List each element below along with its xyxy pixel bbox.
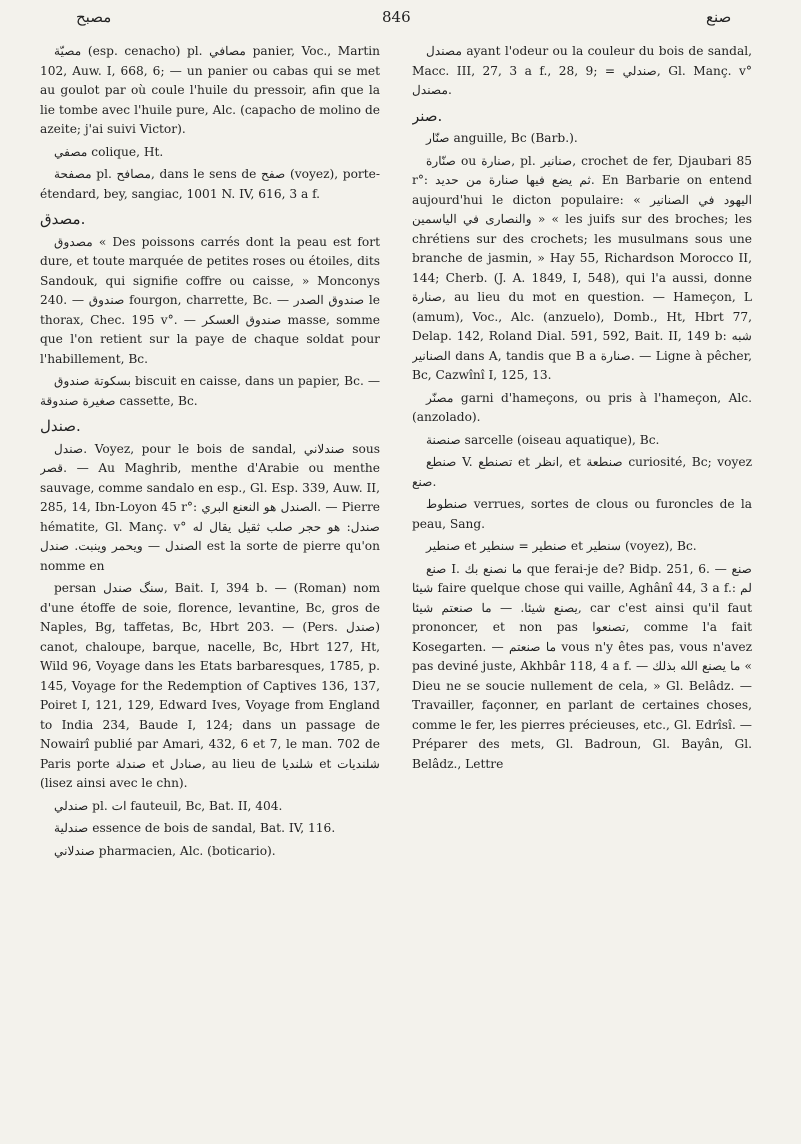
entry-paragraph: مصندل ayant l'odeur ou la couleur du bois de sandal, Macc. III, 27, 3 a f., 28, 9; = صندلي, Gl. Manç. v° مصندل.: [412, 44, 752, 97]
entry-paragraph: صنّار anguille, Bc (Barb.).: [426, 131, 578, 145]
right-column: [412, 42, 752, 1132]
entry-paragraph: صندل. Voyez, pour le bois de sandal, صندلاني sous قصر. — Au Maghrib, menthe d'Arabie ou menthe sauvage, comme sandalo en esp., Gl. Esp. 339, Auw. II, 285, 14, Ibn-Loyon 45 r°: الصندل هو النعنع البري. — Pierre hématite, Gl. Manç. v° صندل: هو حجر صلب ثقيل يقال له الصندل — ويحمر وينبت. صندل est la sorte de pierre qu'on nomme en: [40, 441, 380, 573]
entry-paragraph: مصدوق « Des poissons carrés dont la peau est fort dure, et toute marquée de petites roses ou étoiles, dits Sandouk, qui signifie coffre ou caisse, » Monconys 240. — صندوق fourgon, charrette, Bc. — صندوق الصدر le thorax, Chec. 195 v°. — صندوق العسكر masse, somme que l'on retient sur la paye de chaque soldat pour l'habillement, Bc.: [40, 234, 380, 366]
header-left-word: مصبح: [76, 8, 112, 26]
page-number: 846: [382, 8, 411, 26]
entry-paragraph: مصفحة pl. مصافح, dans le sens de صفح (voyez), porte-étendard, bey, sangiac, 1001 N. IV, 616, 3 a f.: [40, 167, 380, 201]
header-right-word: صنع: [706, 8, 732, 26]
entry-paragraph: مصيّة (esp. cenacho) pl. مصافي panier, Voc., Martin 102, Auw. I, 668, 6; — un panier ou cabas qui se met au goulot par où coule l'huile du pressoir, afin que la lie tombe avec l'huile pure, Alc. (capacho de molino de azeite; j'ai suivi Victor).: [40, 44, 380, 136]
entry-paragraph: صنع I. ما نصنع بك que ferai-je de? Bidp. 251, 6. — صنع شيئا faire quelque chose qui vaille, Aghânî 44, 3 a f.: لم يصنع شيئا. — ما صنعتم شيئا, car c'est ainsi qu'il faut prononcer, et non pas تصنعوا, comme l'a fait Kosegarten. — ما صنعتم vous n'y êtes pas, vous n'avez pas deviné juste, Akhbâr 118, 4 a f. — ما يصنع الله بذلك « Dieu ne se soucie nullement de cela, » Gl. Belâdz. — Travailler, façonner, en parlant de certaines choses, comme le fer, les pierres précieuses, etc., Gl. Edrîsî. — Préparer des mets, Gl. Badroun, Gl. Bayân, Gl. Belâdz., Lettre: [412, 561, 752, 771]
entry-paragraph: مصفي colique, Ht.: [54, 144, 164, 159]
entry-paragraph: صنطع V. تصنطع et انظر, et صنطعة curiosité, Bc; voyez صنع.: [412, 455, 752, 489]
root-headword: صنر.: [412, 106, 443, 125]
entry-paragraph: صنّارة ou صنارة, pl. صنانير, crochet de fer, Djaubari 85 r°: ثم يضع فيها صنارة من حديد. En Barbarie on entend aujourd'hui le dicton populaire: « اليهود في الصنانير والنصارى في الياسمين » « les juifs sur des broches; les chrétiens sur des crochets; les musulmans sous une branche de jasmin, » Hay 55, Richardson Morocco II, 144; Cherb. (J. A. 1849, I, 548), qui l'a aussi, donne صنارة, au lieu du mot en question. — Hameçon, L (amum), Voc., Alc. (anzuelo), Domb., Ht, Hbrt 77, Delap. 142, Roland Dial. 591, 592, Bait. II, 149 b: شبه الصنانير dans A, tandis que B a صنارة. — Ligne à pêcher, Bc, Cazwînî I, 125, 13.: [412, 153, 752, 382]
entry-paragraph: صنطير et صنطير = سنطير et سنطير (voyez), Bc.: [426, 539, 697, 553]
entry-paragraph: صنطوط verrues, sortes de clous ou furoncles de la peau, Sang.: [412, 497, 752, 531]
entry-paragraph: صندلية essence de bois de sandal, Bat. IV, 116.: [54, 821, 336, 835]
entry-paragraph: صندلاني pharmacien, Alc. (boticario).: [54, 843, 276, 858]
left-column: [40, 42, 380, 1132]
root-headword: مصدق.: [40, 210, 86, 228]
entry-paragraph: صندلي pl. ات fauteuil, Bc, Bat. II, 404.: [54, 798, 283, 813]
entry-paragraph: مصنّر garni d'hameçons, ou pris à l'hameçon, Alc. (anzolado).: [412, 390, 752, 424]
entry-paragraph: بسكوتة صندوق biscuit en caisse, dans un papier, Bc. — صغيرة صندوقة cassette, Bc.: [40, 374, 380, 408]
entry-paragraph: persan سنگ صندل, Bait. I, 394 b. — (Roman) nom d'une étoffe de soie, florence, levantine, Bc, gros de Naples, Bg, taffetas, Bc, Hbrt 203. — (Pers. صندل) canot, chaloupe, barque, nacelle, Bc, Hbrt 127, Ht, Wild 96, Voyage dans les Etats barbaresques, 1785, p. 145, Voyage for the Redemption of Captives 136, 137, Poiret I, 121, 129, Edward Ives, Voyage from England to India 234, Baude I, 124; dans un passage de Nowairî publié par Amari, 432, 6 et 7, le man. 702 de Paris porte صندلة et صنادل, au lieu de شلنديا et شلنديات (lisez ainsi avec le chn).: [40, 581, 380, 790]
entry-paragraph: صنصنة sarcelle (oiseau aquatique), Bc.: [426, 432, 660, 447]
page-header: [0, 0, 801, 40]
root-headword: صندل.: [40, 417, 81, 435]
